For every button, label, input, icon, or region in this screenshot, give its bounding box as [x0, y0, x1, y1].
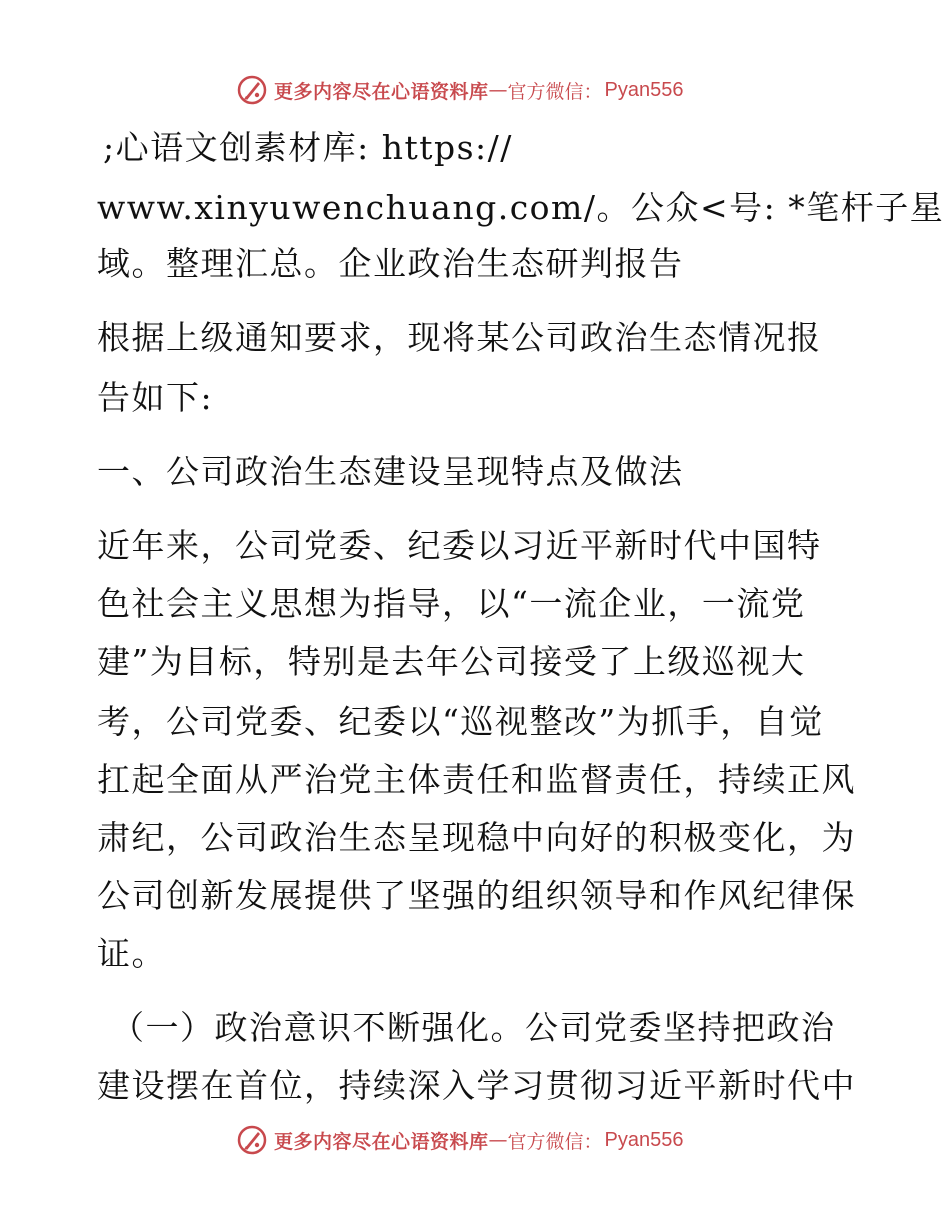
- doc-line-15: （一）政治意识不断强化。公司党委坚持把政治: [111, 1008, 836, 1047]
- doc-line-11: 扛起全面从严治党主体责任和监督责任，持续正风: [97, 760, 856, 799]
- doc-line-12: 肃纪，公司政治生态呈现稳中向好的积极变化，为: [97, 818, 856, 857]
- doc-line-9: 建”为目标，特别是去年公司接受了上级巡视大: [97, 642, 806, 681]
- banner-wechat-id: Pyan556: [604, 1128, 684, 1151]
- banner-main-text: 更多内容尽在心语资料库: [274, 80, 489, 103]
- doc-line-8: 色社会主义思想为指导，以“一流企业，一流党: [97, 584, 806, 623]
- banner-colon: ：: [583, 1130, 603, 1153]
- banner-wechat-id: Pyan556: [604, 78, 684, 101]
- banner-sub-text: 官方微信: [507, 80, 584, 103]
- quill-logo-icon: [236, 1124, 268, 1156]
- banner-sub-text: 官方微信: [507, 1130, 584, 1153]
- header-watermark-banner: [236, 73, 684, 107]
- doc-line-14: 证。: [97, 934, 166, 973]
- doc-line-7: 近年来，公司党委、纪委以习近平新时代中国特: [97, 526, 822, 565]
- doc-line-1: ;心语文创素材库: https://: [103, 128, 513, 167]
- banner-separator: —: [488, 1129, 508, 1151]
- banner-colon: ：: [583, 80, 603, 103]
- doc-line-6: 一、公司政治生态建设呈现特点及做法: [97, 452, 684, 491]
- doc-line-5: 告如下:: [97, 378, 214, 417]
- footer-watermark-banner: [236, 1123, 684, 1157]
- doc-line-2: www.xinyuwenchuang.com/。公众<号: *笔杆子星: [97, 188, 945, 227]
- banner-main-text: 更多内容尽在心语资料库: [274, 1130, 489, 1153]
- banner-separator: —: [488, 79, 508, 101]
- doc-line-16: 建设摆在首位，持续深入学习贯彻习近平新时代中: [97, 1066, 856, 1105]
- doc-line-4: 根据上级通知要求，现将某公司政治生态情况报: [97, 318, 822, 357]
- doc-line-13: 公司创新发展提供了坚强的组织领导和作风纪律保: [97, 876, 856, 915]
- doc-line-10: 考，公司党委、纪委以“巡视整改”为抓手，自觉: [97, 702, 824, 741]
- doc-line-3: 域。整理汇总。企业政治生态研判报告: [97, 244, 684, 283]
- quill-logo-icon: [236, 74, 268, 106]
